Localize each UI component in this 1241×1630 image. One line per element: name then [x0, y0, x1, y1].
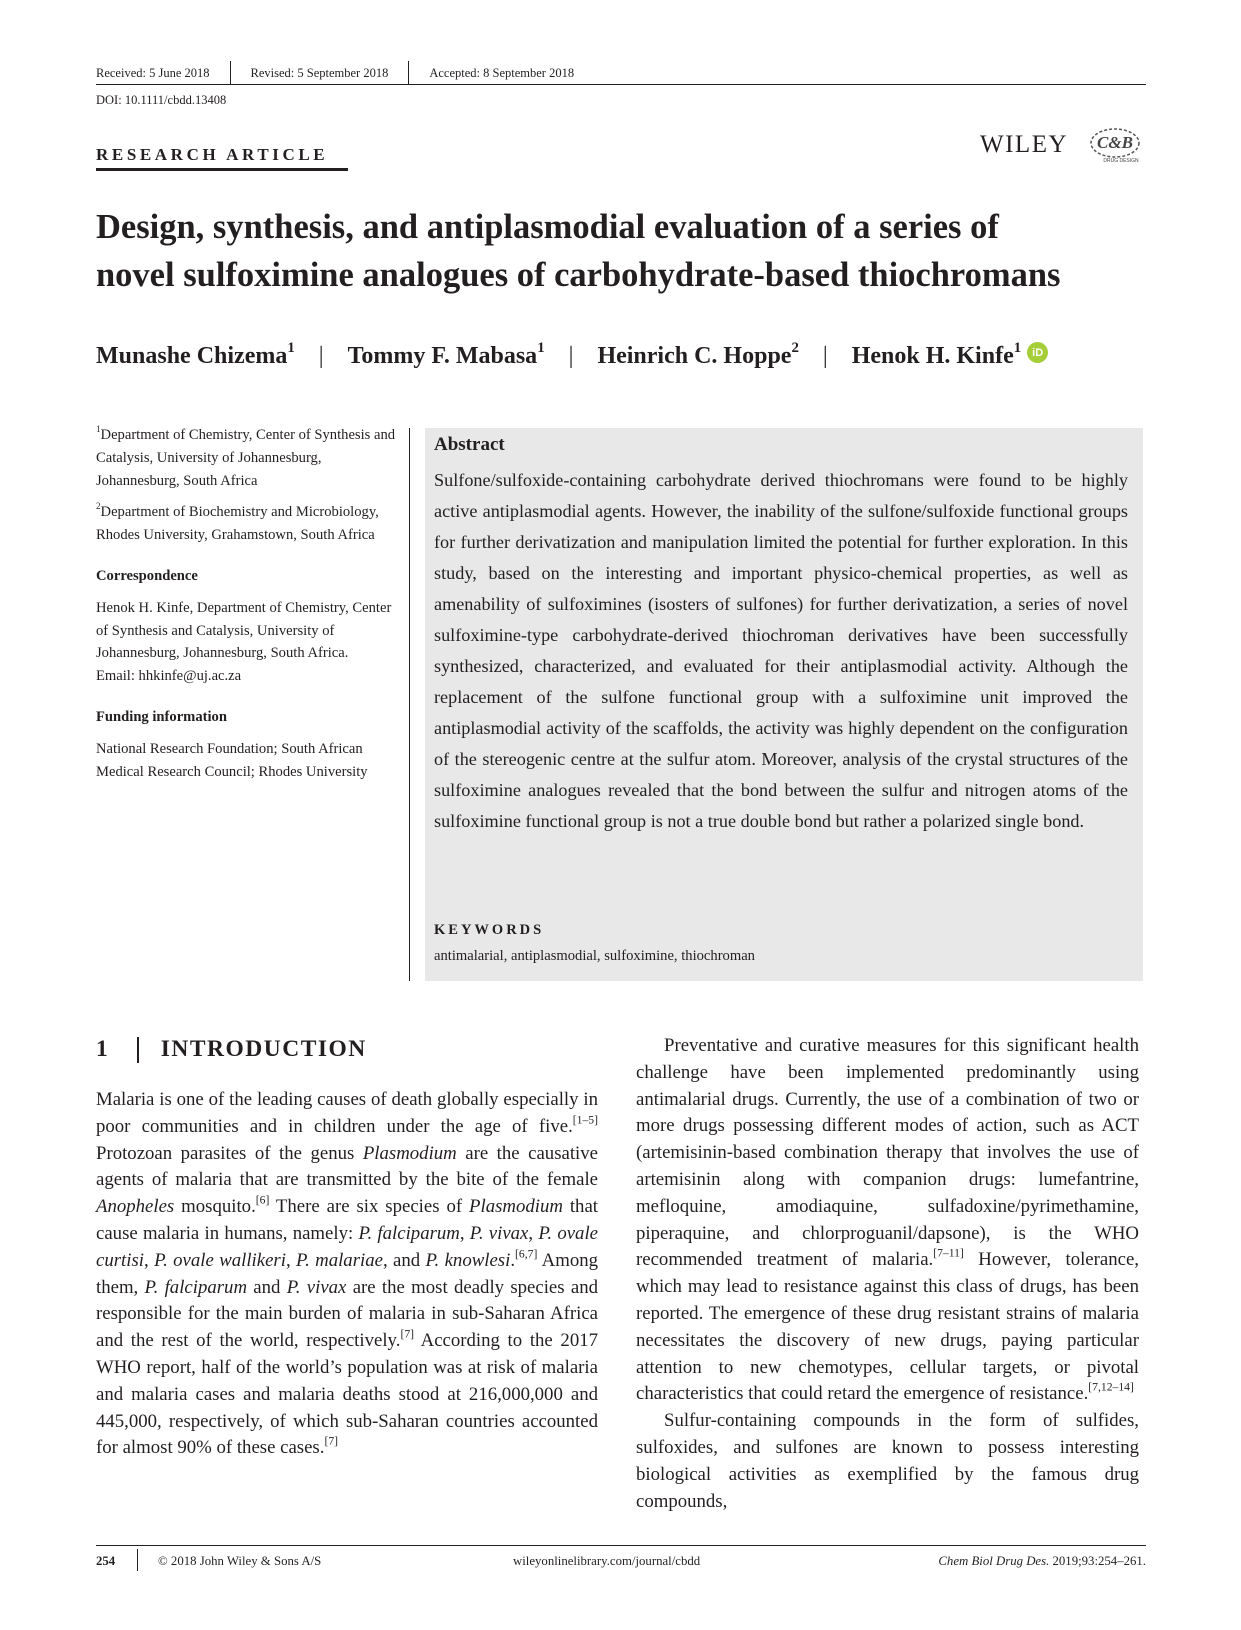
page-number: 254	[96, 1554, 116, 1568]
correspondence-email[interactable]: Email: hhkinfe@uj.ac.za	[96, 668, 242, 685]
affiliation: $^1$Department of Chemistry, Center of Synthesis and Catalysis, University of Johannesburg, Johannesburg, South Africa	[96, 424, 396, 489]
journal-citation: Chem Biol Drug Des. 2019;93:254–261.	[938, 1554, 1146, 1568]
keywords-heading: KEYWORDS	[434, 922, 545, 938]
copyright: © 2018 John Wiley & Sons A/S	[158, 1554, 322, 1568]
correspondence-heading: Correspondence	[96, 567, 198, 584]
section-number: 1	[96, 1036, 110, 1062]
affiliation: $^2$Department of Biochemistry and Microbiology, Rhodes University, Grahamstown, South Africa	[96, 501, 379, 544]
abstract-heading: Abstract	[434, 434, 505, 455]
journal-logo-subtext: DRUG DESIGN	[1103, 158, 1139, 164]
author-name[interactable]: Munashe Chizema$^1$	[96, 339, 295, 369]
date-divider	[408, 61, 409, 85]
author-separator: |	[568, 343, 574, 369]
revised-date: Revised: 5 September 2018	[250, 65, 389, 80]
footer-divider	[137, 1549, 138, 1571]
paragraph: Preventative and curative measures for this significant health challenge have been implemented predominantly using antimalarial drugs. Currently, the use of a combination of two or more drugs possessing different modes of action, such as ACT (artemisinin-based combination therapy that involves the use of artemisinin along with companion drugs: lumefantrine, mefloquine, amodiaquine, sulfadoxine/pyrimethamine, piperaquine, and chlorproguanil/dapsone), is the WHO recommended treatment of malaria.[7–11] However, tolerance, which may lead to resistance against this class of drugs, has been reported. The emergence of these drug resistant strains of malaria necessitates the discovery of new drugs, paying particular attention to new chemotypes, cellular targets, or pivotal characteristics that could retard the emergence of resistance.[7,12–14]	[636, 1035, 1139, 1405]
journal-logo-text: C&B	[1097, 133, 1133, 152]
citation-ref[interactable]: [1–5]	[572, 1113, 598, 1127]
paragraph: Sulfur-containing compounds in the form of sulfides, sulfoxides, and sulfones are known to possess interesting biological activities as exemplified by the famous drug compounds,	[636, 1410, 1139, 1512]
citation-ref[interactable]: [7]	[400, 1327, 415, 1341]
citation-ref[interactable]: [7,12–14]	[1088, 1380, 1134, 1394]
footer-rule	[96, 1545, 1146, 1546]
author-name[interactable]: Heinrich C. Hoppe$^2$	[597, 339, 799, 369]
section-heading	[96, 1036, 367, 1063]
article-title	[96, 203, 1166, 299]
header-rule	[96, 84, 1146, 85]
article-type: RESEARCH ARTICLE	[96, 145, 329, 164]
citation-ref[interactable]: [6,7]	[515, 1247, 538, 1261]
section-divider	[137, 1037, 139, 1063]
publisher-logo: WILEY	[980, 131, 1069, 158]
author-separator: |	[822, 343, 828, 369]
abstract-text: Sulfone/sulfoxide-containing carbohydrate derived thiochromans were found to be highly active antiplasmodial agents. However, the inability of the sulfone/sulfoxide functional groups for further derivatization and manipulation limited the potential for further exploration. In this study, based on the interesting and important physico-chemical properties, as well as amenability of sulfoximines (isosters of sulfones) for further derivatization, a series of novel sulfoximine-type carbohydrate-derived thiochroman derivatives have been successfully synthesized, characterized, and evaluated for their antiplasmodial activity. Although the replacement of the sulfone functional group with a sulfoximine unit improved the antiplasmodial activity of the scaffolds, the activity was highly dependent on the configuration of the stereogenic centre at the sulfur atom. Moreover, analysis of the crystal structures of the sulfoximine analogues revealed that the bond between the sulfur and nitrogen atoms of the sulfoximine functional group is not a true double bond but rather a polarized single bond.	[434, 470, 1128, 831]
orcid-icon[interactable]: iD	[1027, 342, 1048, 363]
citation-ref[interactable]: [7–11]	[933, 1246, 964, 1260]
received-date: Received: 5 June 2018	[96, 65, 210, 80]
doi[interactable]: DOI: 10.1111/cbdd.13408	[96, 93, 227, 107]
title-line: Design, synthesis, and antiplasmodial evaluation of a series of	[96, 208, 999, 246]
accepted-date: Accepted: 8 September 2018	[429, 65, 575, 80]
article-type-underline	[96, 168, 348, 171]
funding-text: National Research Foundation; South African Medical Research Council; Rhodes University	[96, 740, 368, 780]
section-title: INTRODUCTION	[160, 1036, 367, 1062]
title-line: novel sulfoximine analogues of carbohydrate-based thiochromans	[96, 256, 1061, 294]
funding-heading: Funding information	[96, 708, 227, 725]
article-dates	[96, 61, 574, 85]
abstract-rule	[409, 428, 410, 981]
author-name[interactable]: Henok H. Kinfe$^1$	[851, 339, 1022, 369]
paragraph: Malaria is one of the leading causes of death globally especially in poor communities and in children under the age of five.[1–5] Protozoan parasites of the genus Plasmodium are the causative agents of malaria that are transmitted by the bite of the female Anopheles mosquito.[6] There are six species of Plasmodium that cause malaria in humans, namely: P. falciparum, P. vivax, P. ovale curtisi, P. ovale wallikeri, P. malariae, and P. knowlesi.[6,7] Among them, P. falciparum and P. vivax are the most deadly species and responsible for the main burden of malaria in sub-Saharan Africa and the rest of the world, respectively.[7] According to the 2017 WHO report, half of the world’s population was at risk of malaria and malaria cases and malaria deaths stood at 216,000,000 and 445,000, respectively, of which sub-Saharan countries accounted for almost 90% of these cases.[7]	[96, 1089, 599, 1459]
affiliation-marker: 1	[537, 339, 545, 356]
journal-url[interactable]: wileyonlinelibrary.com/journal/cbdd	[513, 1554, 701, 1568]
intro-column-right	[636, 1033, 1139, 1515]
affiliation-marker: 1	[1013, 339, 1022, 356]
citation-ref[interactable]: [6]	[255, 1193, 270, 1207]
affiliation-marker: 2	[791, 339, 799, 356]
correspondence-address: Henok H. Kinfe, Department of Chemistry, Center of Synthesis and Catalysis, University of Johannesburg, Johannesburg, South Africa.	[96, 599, 392, 662]
article-meta	[96, 424, 396, 792]
citation-ref[interactable]: [7]	[324, 1434, 339, 1448]
author-separator: |	[318, 343, 324, 369]
intro-column-left	[96, 1087, 598, 1462]
keywords: antimalarial, antiplasmodial, sulfoximine, thiochroman	[434, 948, 755, 964]
journal-logo-icon	[1088, 126, 1142, 166]
author-list	[96, 339, 1048, 370]
date-divider	[230, 61, 231, 85]
author-name[interactable]: Tommy F. Mabasa$^1$	[347, 339, 545, 369]
affiliation-marker: 1	[287, 339, 295, 356]
